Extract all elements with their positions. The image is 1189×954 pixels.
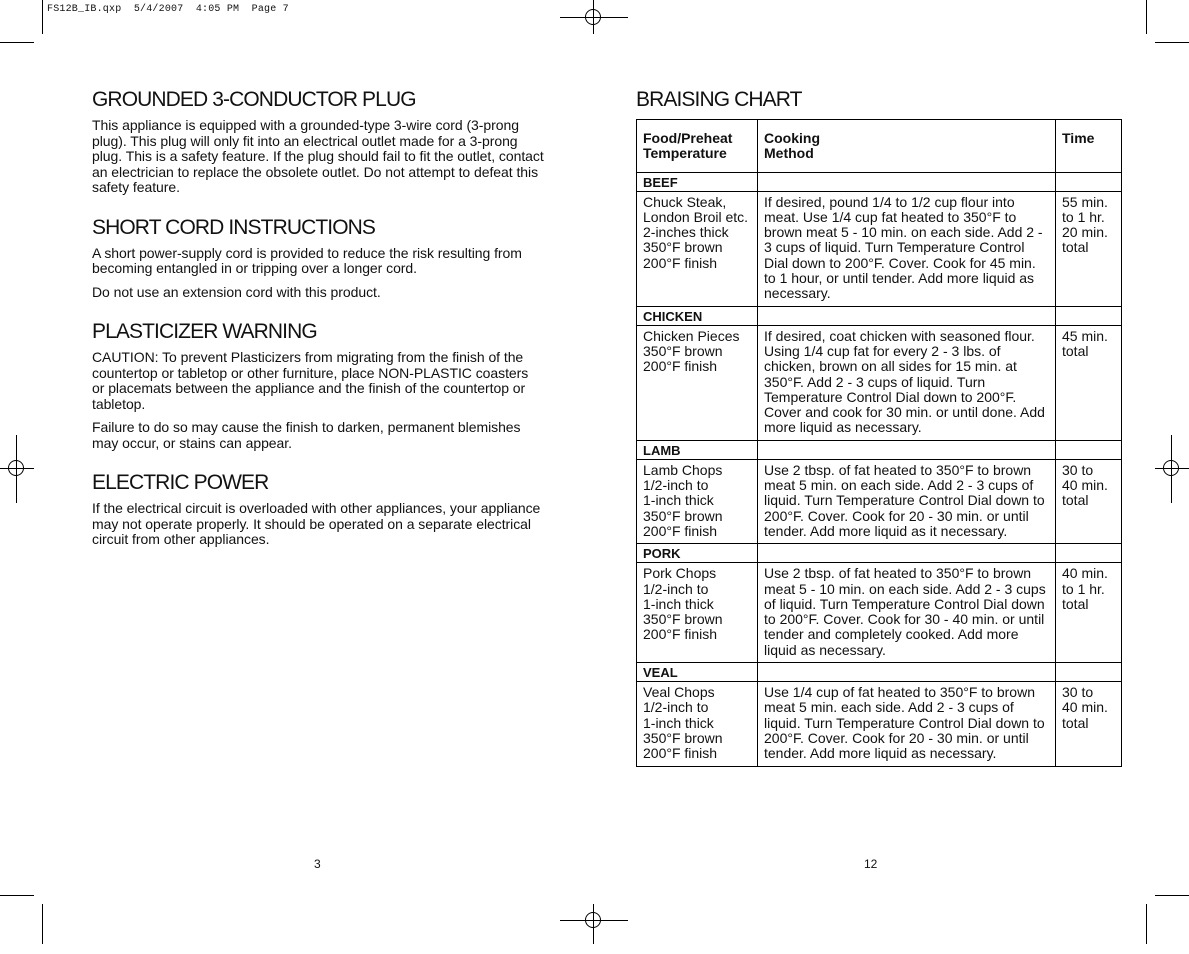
method-cell: If desired, coat chicken with seasoned flour. Using 1/4 cup fat for every 2 - 3 lbs. of chicken, brown on all sides for 15 min. at 350°F. Add 2 - 3 cups of liquid. Turn Temperature Control Dial down to 200°F. Cover and cook for 30 min. or until done. Add more liquid as necessary. <box>758 325 1056 440</box>
section-paragraph: A short power-supply cord is provided to reduce the risk resulting from becoming entangled in or tripping over a longer cord. <box>92 244 522 276</box>
table-row <box>637 682 1122 766</box>
crop-mark <box>1146 904 1147 944</box>
method-cell: Use 2 tbsp. of fat heated to 350°F to brown meat 5 min. on each side. Add 2 - 3 cups of liquid. Turn Temperature Control Dial down to 200°F. Cover. Cook for 20 - 30 min. or until tender. Add more liquid as it necessary. <box>758 459 1056 543</box>
braising-table <box>636 119 1122 767</box>
section-heading: PLASTICIZER WARNING <box>92 320 317 343</box>
column-header-method: Cooking Method <box>758 120 1056 173</box>
food-cell: Veal Chops 1/2-inch to 1-inch thick 350°F brown 200°F finish <box>637 682 758 766</box>
category-row <box>637 440 1122 459</box>
category-label: CHICKEN <box>637 306 758 325</box>
category-row <box>637 663 1122 682</box>
crop-mark <box>42 904 43 944</box>
crop-mark <box>1146 0 1147 34</box>
method-cell: If desired, pound 1/4 to 1/2 cup flour into meat. Use 1/4 cup fat heated to 350°F to brown meat 5 - 10 min. on each side. Add 2 - 3 cups of liquid. Turn Temperature Control Dial down to 200°F. Cover. Cook for 45 min. to 1 hour, or until tender. Add more liquid as necessary. <box>758 191 1056 306</box>
crop-mark <box>0 42 34 43</box>
page-number-left: 3 <box>314 857 321 871</box>
time-cell: 45 min. total <box>1056 325 1122 440</box>
table-row <box>637 325 1122 440</box>
right-page-content <box>636 88 1122 767</box>
column-header-food: Food/Preheat Temperature <box>637 120 758 173</box>
category-row <box>637 172 1122 191</box>
crop-mark <box>0 895 34 896</box>
section-paragraph: If the electrical circuit is overloaded with other appliances, your appliance may not operate properly. It should be operated on a separate electrical circuit from other appliances. <box>92 500 541 547</box>
section-grounded-plug <box>92 88 544 196</box>
time-cell: 40 min. to 1 hr. total <box>1056 563 1122 663</box>
food-cell: Pork Chops 1/2-inch to 1-inch thick 350°F brown 200°F finish <box>637 563 758 663</box>
crop-mark <box>1155 42 1189 43</box>
category-label: BEEF <box>637 172 758 191</box>
left-page-content <box>92 88 544 568</box>
food-cell: Chicken Pieces 350°F brown 200°F finish <box>637 325 758 440</box>
section-electric-power <box>92 471 544 548</box>
table-row <box>637 459 1122 543</box>
section-short-cord <box>92 216 544 301</box>
time-cell: 30 to 40 min. total <box>1056 459 1122 543</box>
crop-mark <box>42 0 43 34</box>
section-paragraph: Do not use an extension cord with this product. <box>92 283 381 300</box>
section-heading: SHORT CORD INSTRUCTIONS <box>92 215 376 239</box>
category-row <box>637 544 1122 563</box>
section-paragraph: Failure to do so may cause the finish to darken, permanent blemishes may occur, or stains can appear. <box>92 419 521 451</box>
category-label: LAMB <box>637 440 758 459</box>
section-paragraph: This appliance is equipped with a grounded-type 3-wire cord (3-prong plug). This plug will only fit into an electrical outlet made for a 3-prong plug. This is a safety feature. If the plug should fail to fit the outlet, contact an electrician to replace the obsolete outlet. Do not attempt to defeat this safety feature. <box>92 117 544 195</box>
section-plasticizer-warning <box>92 320 544 451</box>
time-cell: 55 min. to 1 hr. 20 min. total <box>1056 191 1122 306</box>
column-header-time: Time <box>1056 120 1122 173</box>
section-paragraph: CAUTION: To prevent Plasticizers from migrating from the finish of the countertop or tabletop or other furniture, place NON-PLASTIC coasters or placemats between the appliance and the finish of the countertop or tabletop. <box>92 349 529 412</box>
printer-slug: FS12B_IB.qxp 5/4/2007 4:05 PM Page 7 <box>47 4 289 15</box>
table-row <box>637 191 1122 306</box>
food-cell: Chuck Steak, London Broil etc. 2-inches thick 350°F brown 200°F finish <box>637 191 758 306</box>
time-cell: 30 to 40 min. total <box>1056 682 1122 766</box>
crop-mark <box>1155 895 1189 896</box>
method-cell: Use 2 tbsp. of fat heated to 350°F to brown meat 5 - 10 min. on each side. Add 2 - 3 cups of liquid. Turn Temperature Control Dial down to 200°F. Cover. Cook for 30 - 40 min. or until tender and completely cooked. Add more liquid as necessary. <box>758 563 1056 663</box>
page-number-right: 12 <box>864 857 878 871</box>
section-heading: GROUNDED 3-CONDUCTOR PLUG <box>92 88 416 111</box>
category-label: PORK <box>637 544 758 563</box>
table-header-row <box>637 120 1122 173</box>
food-cell: Lamb Chops 1/2-inch to 1-inch thick 350°F brown 200°F finish <box>637 459 758 543</box>
page-title: BRAISING CHART <box>636 88 802 111</box>
method-cell: Use 1/4 cup of fat heated to 350°F to brown meat 5 min. each side. Add 2 - 3 cups of liquid. Turn Temperature Control Dial down to 200°F. Cover. Cook for 20 - 30 min. or until tender. Add more liquid as necessary. <box>758 682 1056 766</box>
section-heading: ELECTRIC POWER <box>92 471 269 494</box>
category-row <box>637 306 1122 325</box>
table-row <box>637 563 1122 663</box>
category-label: VEAL <box>637 663 758 682</box>
